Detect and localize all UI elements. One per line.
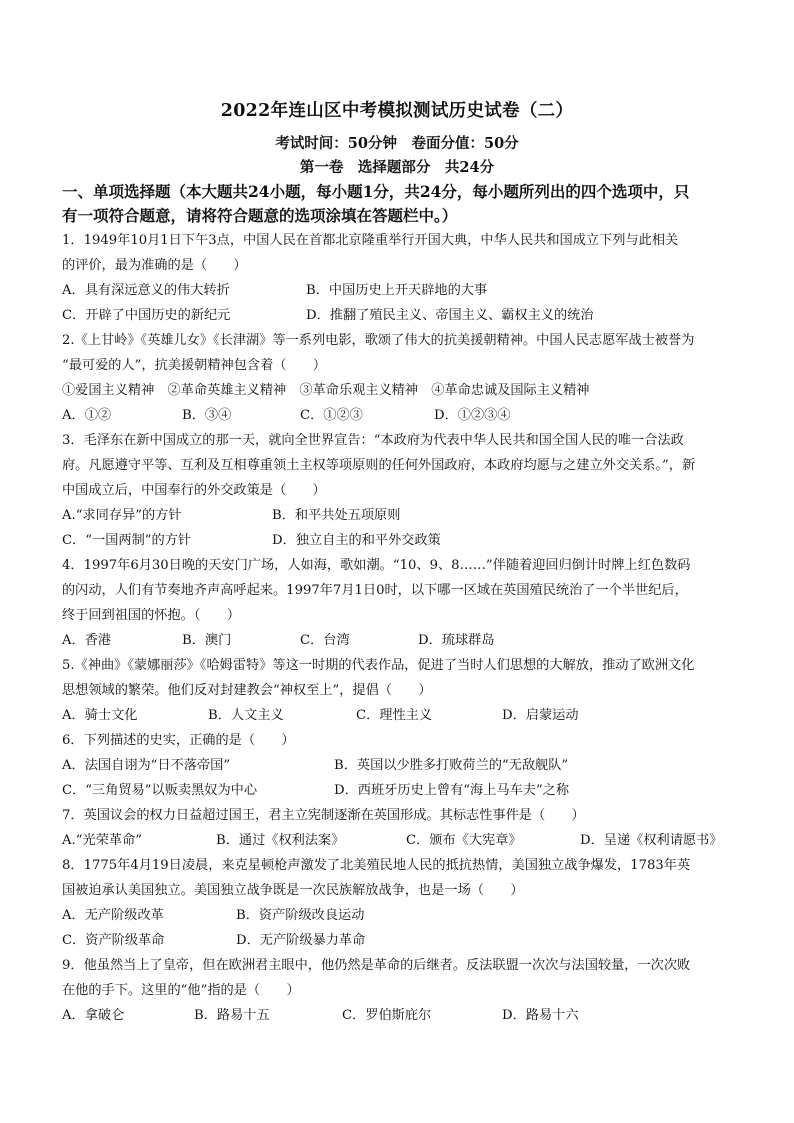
question-2-option-b: B．③④ — [182, 408, 232, 423]
question-8-option-b: B．资产阶级改良运动 — [236, 908, 365, 923]
question-2-line: 2.《上甘岭》《英雄儿女》《长津湖》等一系列电影，歌颂了伟大的抗美援朝精神。中国人民志愿军战士被誉为 — [62, 333, 695, 348]
question-2-option-c: C．①②③ — [300, 408, 363, 423]
question-6-option-b: B．英国以少胜多打败荷兰的“无敌舰队” — [334, 758, 569, 773]
question-7-option-b: B．通过《权利法案》 — [216, 833, 345, 848]
question-9-option-a: A．拿破仑 — [62, 1008, 125, 1023]
section-heading-line: 一、单项选择题（本大题共24小题，每小题1分，共24分，每小题所列出的四个选项中，只 — [62, 182, 690, 201]
question-2-option-d: D．①②③④ — [434, 408, 511, 423]
question-4-option-a: A．香港 — [62, 633, 112, 648]
question-4-option-b: B．澳门 — [182, 633, 232, 648]
question-9-line: 9．他虽然当上了皇帝，但在欧洲君主眼中，他仍然是革命的后继者。反法联盟一次次与法国较量，一次次败 — [62, 958, 691, 973]
question-1-option-d: D．推翻了殖民主义、帝国主义、霸权主义的统治 — [306, 308, 594, 323]
question-9-option-d: D．路易十六 — [502, 1008, 579, 1023]
question-8-option-c: C．资产阶级革命 — [62, 933, 165, 948]
question-2-option-a: A．①② — [62, 408, 112, 423]
question-3-option-d: D．独立自主的和平外交政策 — [272, 533, 441, 548]
question-7-option-d: D．呈递《权利请愿书》 — [580, 833, 723, 848]
question-8-line: 8．1775年4月19日凌晨，来克星顿枪声激发了北美殖民地人民的抵抗热情，美国独立战争爆发，1783年英 — [62, 858, 691, 873]
question-1-option-b: B．中国历史上开天辟地的大事 — [306, 283, 488, 298]
question-3-option-a: A.“求同存异”的方针 — [62, 508, 182, 523]
question-8-line: 国被迫承认美国独立。美国独立战争既是一次民族解放战争，也是一场（ ） — [62, 883, 524, 898]
question-3-line: 中国成立后，中国奉行的外交政策是（ ） — [62, 483, 326, 498]
question-9-option-b: B．路易十五 — [194, 1008, 270, 1023]
question-4-line: 的闪动，人们有节奏地齐声高呼起来。1997年7月1日0时，以下哪一区域在英国殖民统治了一个半世纪后， — [62, 583, 688, 598]
question-9-line: 在他的手下。这里的“他”指的是（ ） — [62, 983, 300, 998]
question-7-line: 7．英国议会的权力日益超过国王，君主立宪制逐渐在英国形成。其标志性事件是（ ） — [62, 808, 585, 823]
question-6-option-c: C．“三角贸易”以贩卖黑奴为中心 — [62, 783, 258, 798]
question-5-line: 思想领域的繁荣。他们反对封建教会“神权至上”，提倡（ ） — [62, 683, 432, 698]
question-8-option-a: A．无产阶级改革 — [62, 908, 164, 923]
question-1-option-a: A．具有深远意义的伟大转折 — [62, 283, 230, 298]
question-8-option-d: D．无产阶级暴力革命 — [236, 933, 366, 948]
question-1-line: 1．1949年10月1日下午3点，中国人民在首都北京隆重举行开国大典，中华人民共和国成立下列与此相关 — [62, 233, 679, 248]
question-5-option-c: C．理性主义 — [356, 708, 433, 723]
question-7-option-c: C．颁布《大宪章》 — [406, 833, 522, 848]
question-6-line: 6．下列描述的史实，正确的是（ ） — [62, 733, 295, 748]
question-2-line: ①爱国主义精神 ②革命英雄主义精神 ③革命乐观主义精神 ④革命忠诚及国际主义精神 — [62, 383, 590, 398]
question-9-option-c: C．罗伯斯庇尔 — [342, 1008, 432, 1023]
section-heading-line: 有一项符合题意，请将符合题意的选项涂填在答题栏中。） — [62, 206, 458, 225]
question-1-line: 的评价，最为准确的是（ ） — [62, 258, 247, 273]
exam-info: 考试时间：50分钟 卷面分值：50分 — [275, 135, 519, 152]
question-1-option-c: C．开辟了中国历史的新纪元 — [62, 308, 231, 323]
question-4-option-c: C．台湾 — [300, 633, 350, 648]
question-5-option-d: D．启蒙运动 — [502, 708, 579, 723]
question-4-line: 4．1997年6月30日晚的天安门广场，人如海，歌如潮。“10、9、8……”伴随着迎回归倒计时牌上红色数码 — [62, 558, 691, 573]
question-7-option-a: A.“光荣革命” — [62, 833, 142, 848]
question-4-option-d: D．琉球群岛 — [418, 633, 495, 648]
question-6-option-a: A．法国自诩为“日不落帝国” — [62, 758, 231, 773]
question-5-option-b: B．人文主义 — [208, 708, 284, 723]
question-3-line: 3．毛泽东在新中国成立的那一天，就向全世界宣告：“本政府为代表中华人民共和国全国人民的唯一合法政 — [62, 433, 684, 448]
question-2-line: “最可爱的人”，抗美援朝精神包含着（ ） — [62, 358, 327, 373]
question-3-option-b: B．和平共处五项原则 — [272, 508, 401, 523]
question-3-option-c: C．“一国两制”的方针 — [62, 533, 192, 548]
question-5-option-a: A．骑士文化 — [62, 708, 138, 723]
question-3-line: 府。凡愿遵守平等、互利及互相尊重领土主权等项原则的任何外国政府，本政府均愿与之建立外交关系。”，新 — [62, 458, 696, 473]
question-4-line: 终于回到祖国的怀抱。（ ） — [62, 608, 241, 623]
volume-heading: 第一卷 选择题部分 共24分 — [299, 159, 495, 176]
exam-title: 2022年连山区中考模拟测试历史试卷（二） — [220, 101, 574, 121]
section-heading — [62, 180, 742, 228]
question-5-line: 5.《神曲》《蒙娜丽莎》《哈姆雷特》等这一时期的代表作品，促进了当时人们思想的大解放，推动了欧洲文化 — [62, 658, 695, 673]
question-6-option-d: D．西班牙历史上曾有“海上马车夫”之称 — [334, 783, 570, 798]
